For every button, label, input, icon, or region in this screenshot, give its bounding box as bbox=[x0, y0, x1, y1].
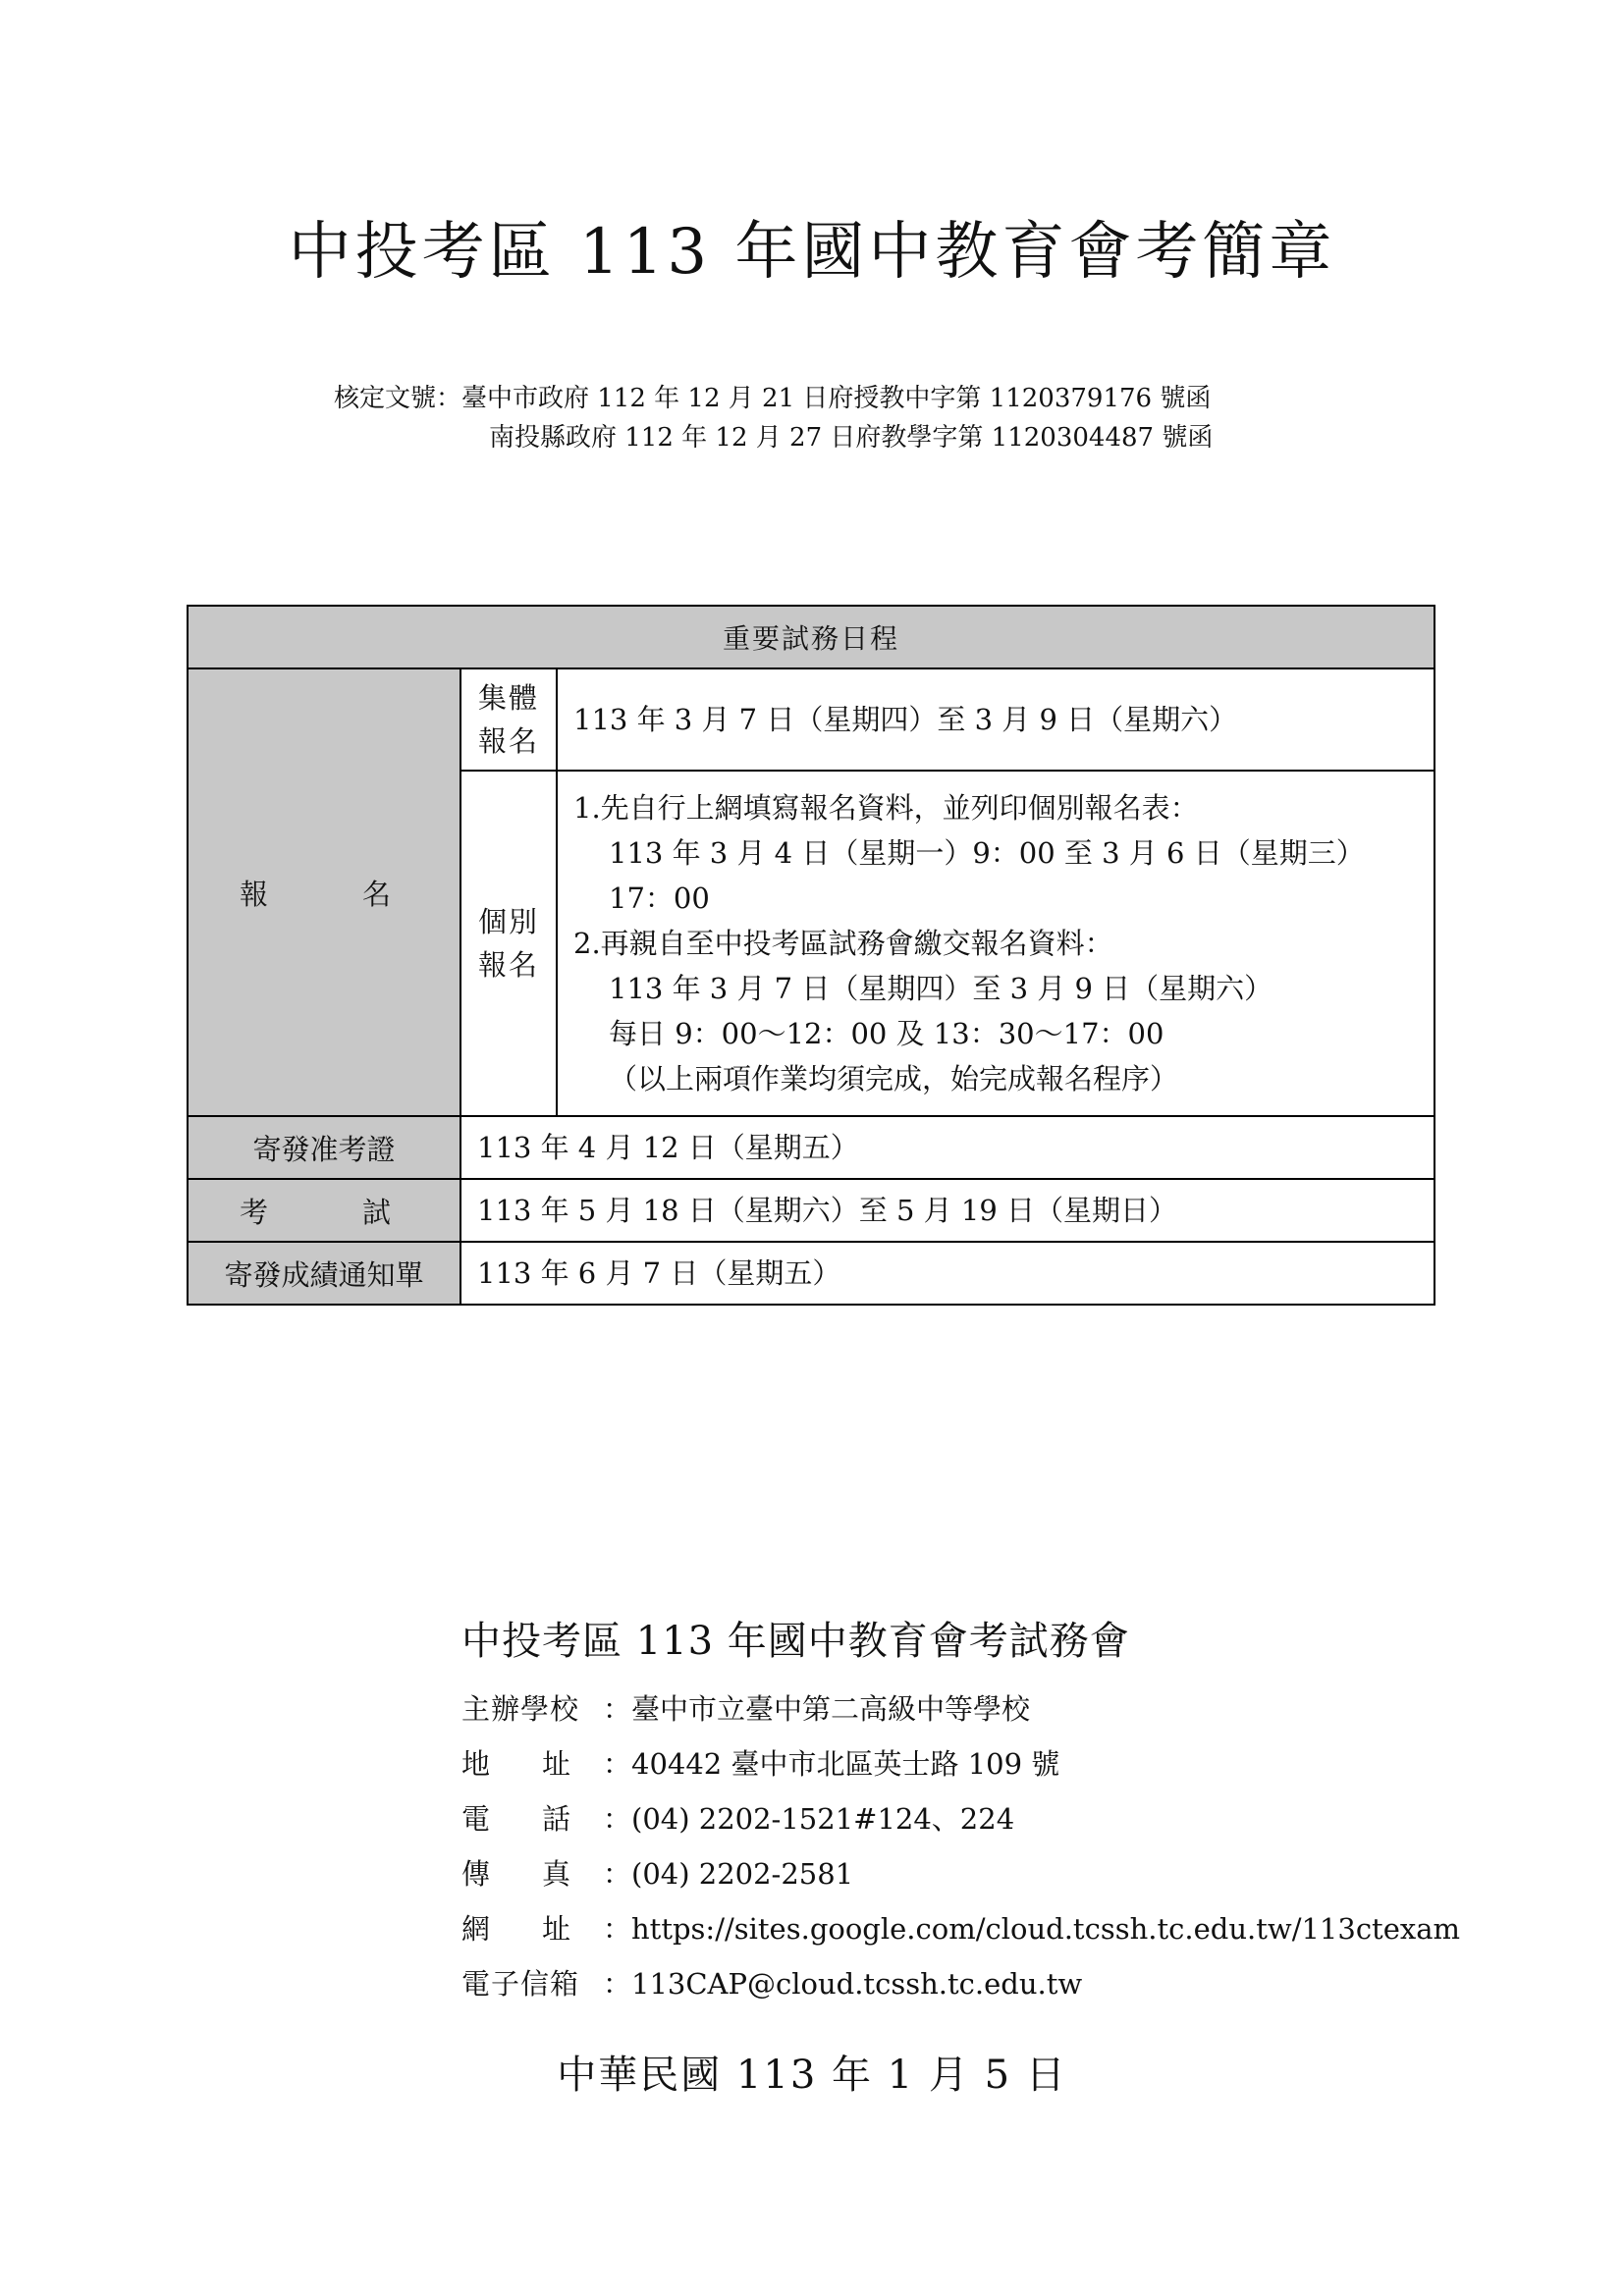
exam-label-char-2: 試 bbox=[361, 1195, 391, 1229]
website-label bbox=[461, 1907, 571, 1948]
phone-row bbox=[461, 1789, 1460, 1844]
group-signup-label-line-2: 報名 bbox=[477, 724, 539, 758]
schedule-header: 重要試務日程 bbox=[188, 606, 1435, 668]
group-signup-label bbox=[460, 668, 557, 771]
signup-label-char-1: 報 bbox=[240, 877, 269, 911]
exam-label bbox=[188, 1179, 460, 1242]
individual-signup-note: （以上兩項作業均須完成，始完成報名程序） bbox=[609, 1062, 1179, 1095]
fax-value: ：(04) 2202-2581 bbox=[603, 1856, 854, 1891]
address-value: ：40442 臺中市北區英士路 109 號 bbox=[603, 1746, 1060, 1781]
fax-label bbox=[461, 1852, 571, 1893]
individual-step-2-hours: 每日 9：00～12：00 及 13：30～17：00 bbox=[609, 1017, 1164, 1050]
host-school-row bbox=[461, 1680, 1460, 1735]
fax-label-char-2: 真 bbox=[541, 1856, 571, 1891]
phone-value: ：(04) 2202-1521#124、224 bbox=[603, 1801, 1015, 1836]
fax-label-char-1: 傳 bbox=[461, 1856, 492, 1891]
admission-ticket-date: 113 年 4 月 12 日（星期五） bbox=[460, 1116, 1435, 1179]
website-label-char-1: 網 bbox=[461, 1911, 492, 1946]
website-label-char-2: 址 bbox=[541, 1911, 571, 1946]
individual-signup-label bbox=[460, 771, 557, 1116]
document-title: 中投考區 113 年國中教育會考簡章 bbox=[288, 216, 1336, 289]
contact-block bbox=[461, 1610, 1460, 2009]
phone-label bbox=[461, 1797, 571, 1838]
issue-date: 中華民國 113 年 1 月 5 日 bbox=[557, 2053, 1067, 2098]
individual-signup-label-line-1: 個別 bbox=[477, 905, 539, 938]
individual-signup-label-line-2: 報名 bbox=[477, 948, 539, 982]
individual-step-2-date: 113 年 3 月 7 日（星期四）至 3 月 9 日（星期六） bbox=[609, 972, 1273, 1005]
website-row bbox=[461, 1899, 1460, 1954]
address-label bbox=[461, 1742, 571, 1783]
approval-line-nantou: 南投縣政府 112 年 12 月 27 日府教學字第 1120304487 號函 bbox=[489, 423, 1214, 453]
individual-step-1-date: 113 年 3 月 4 日（星期一）9：00 至 3 月 6 日（星期三） bbox=[609, 836, 1365, 870]
individual-step-1: 1.先自行上網填寫報名資料，並列印個別報名表： bbox=[573, 791, 1199, 825]
email-link[interactable]: ：113CAP@cloud.tcssh.tc.edu.tw bbox=[603, 1966, 1083, 2001]
signup-label bbox=[188, 668, 460, 1116]
exam-label-char-1: 考 bbox=[240, 1195, 269, 1229]
fax-row bbox=[461, 1844, 1460, 1899]
website-link[interactable]: ：https://sites.google.com/cloud.tcssh.tc.edu.tw/113ctexam bbox=[603, 1911, 1461, 1946]
address-label-char-2: 址 bbox=[541, 1746, 571, 1781]
individual-step-1-time: 17：00 bbox=[609, 881, 710, 915]
schedule-table bbox=[187, 605, 1435, 1306]
exam-date: 113 年 5 月 18 日（星期六）至 5 月 19 日（星期日） bbox=[460, 1179, 1435, 1242]
address-row bbox=[461, 1735, 1460, 1789]
email-label: 電子信箱 bbox=[461, 1966, 580, 2001]
host-school-value: ：臺中市立臺中第二高級中等學校 bbox=[603, 1691, 1031, 1726]
approval-numbers bbox=[334, 379, 1213, 457]
admission-ticket-label: 寄發准考證 bbox=[188, 1116, 460, 1179]
individual-step-2: 2.再親自至中投考區試務會繳交報名資料： bbox=[573, 927, 1113, 960]
score-notice-date: 113 年 6 月 7 日（星期五） bbox=[460, 1242, 1435, 1305]
group-signup-date: 113 年 3 月 7 日（星期四）至 3 月 9 日（星期六） bbox=[557, 668, 1435, 771]
signup-label-char-2: 名 bbox=[361, 877, 391, 911]
score-notice-label: 寄發成績通知單 bbox=[188, 1242, 460, 1305]
address-label-char-1: 地 bbox=[461, 1746, 492, 1781]
group-signup-label-line-1: 集體 bbox=[477, 681, 539, 715]
organizer-name: 中投考區 113 年國中教育會考試務會 bbox=[461, 1619, 1130, 1664]
phone-label-char-1: 電 bbox=[461, 1801, 492, 1836]
individual-signup-details bbox=[557, 771, 1435, 1116]
email-row bbox=[461, 1954, 1460, 2009]
phone-label-char-2: 話 bbox=[541, 1801, 571, 1836]
approval-line-taichung: 核定文號：臺中市政府 112 年 12 月 21 日府授教中字第 1120379176 號函 bbox=[334, 384, 1212, 413]
host-school-label: 主辦學校 bbox=[461, 1691, 580, 1726]
